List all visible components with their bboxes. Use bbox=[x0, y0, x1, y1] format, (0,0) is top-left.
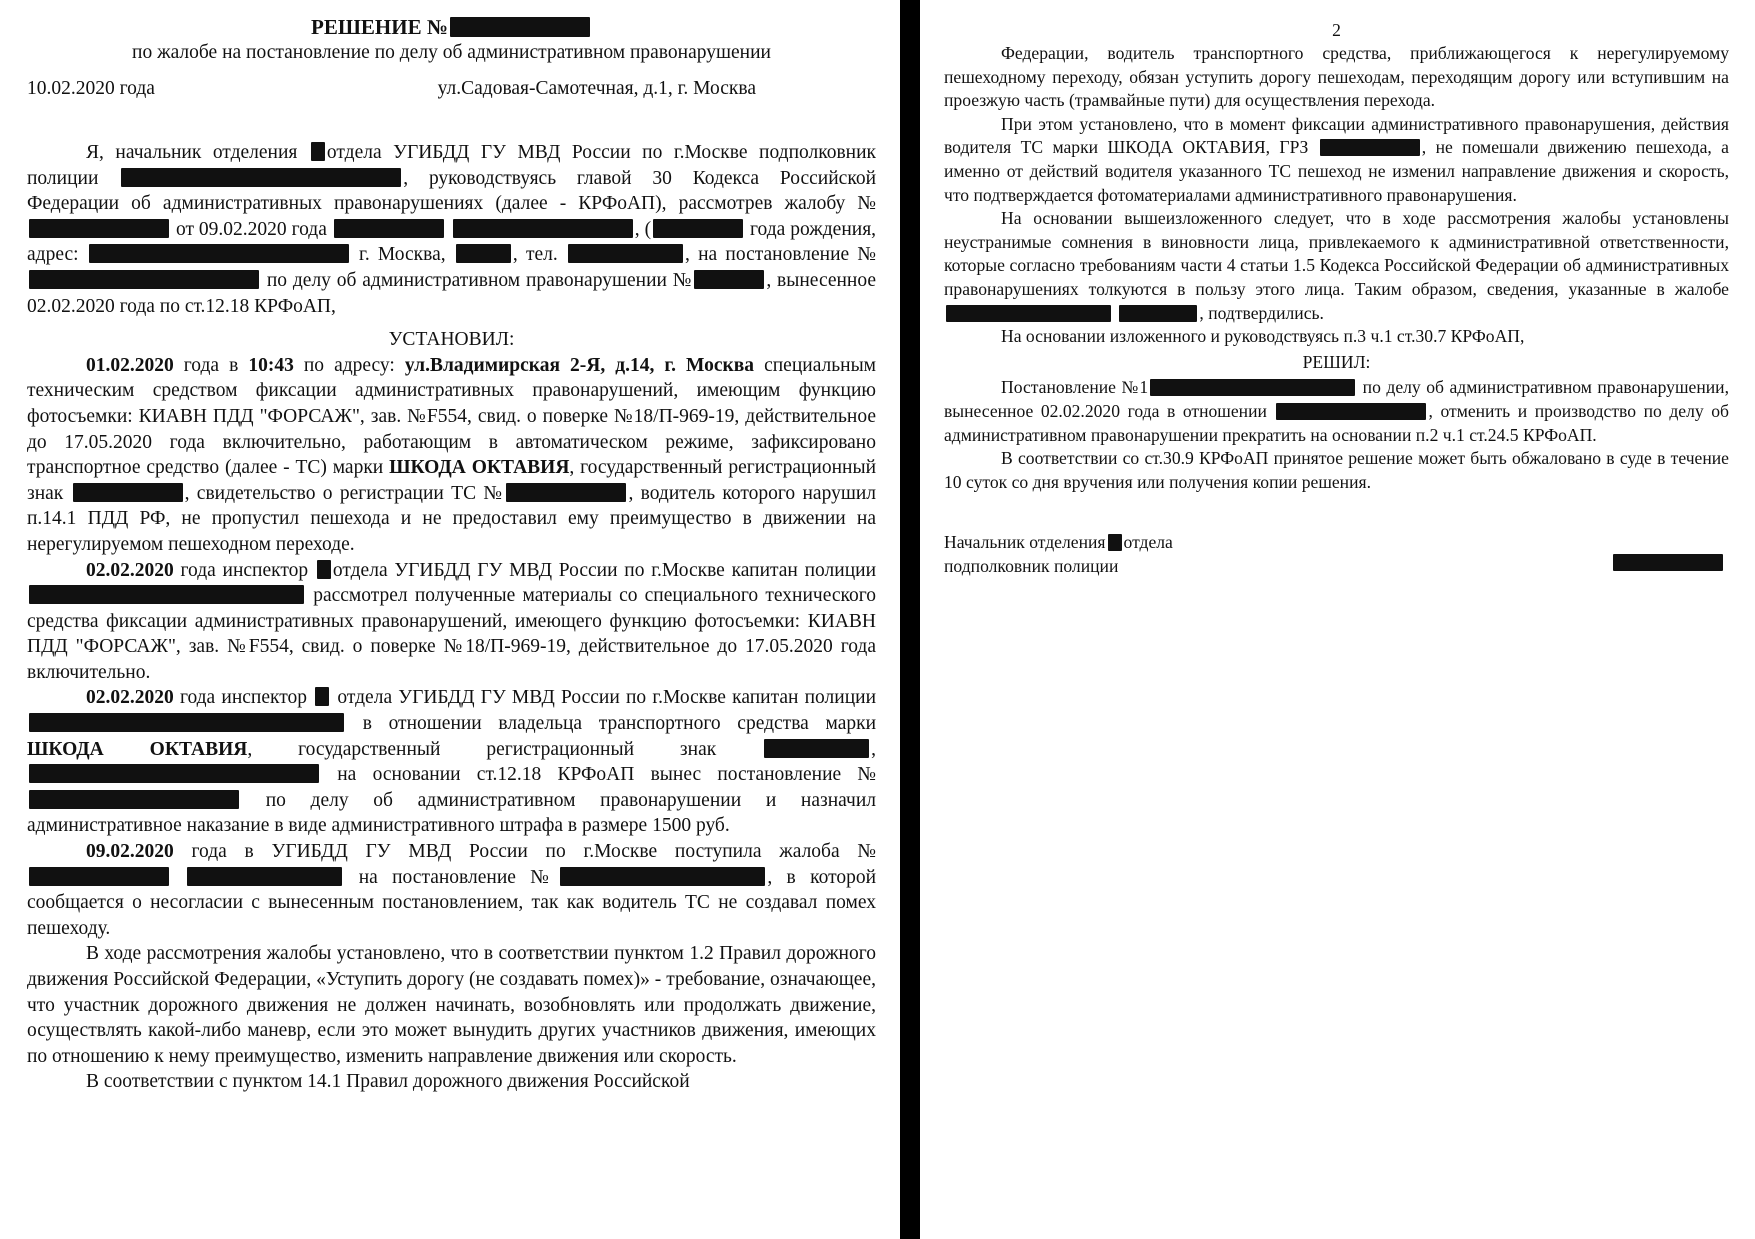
redaction bbox=[568, 244, 683, 263]
redaction bbox=[317, 560, 331, 579]
redaction bbox=[29, 867, 169, 886]
redaction bbox=[946, 305, 1111, 322]
paragraph-appeal: В соответствии со ст.30.9 КРФоАП принятое решение может быть обжаловано в суде в течение 10 суток со дня вручения или получения копии решения. bbox=[944, 448, 1729, 492]
redaction bbox=[450, 17, 590, 37]
paragraph-continued: Федерации, водитель транспортного средства, приближающегося к нерегулируемому пешеходному переходу, обязан уступить дорогу пешеходам, переходящим дорогу или вступившим на проезжую часть (трамвайные пути) для осуществления перехода. bbox=[944, 43, 1729, 111]
redaction bbox=[456, 244, 511, 263]
redaction bbox=[334, 219, 444, 238]
redaction bbox=[315, 687, 329, 706]
paragraph-rules-1-2: В ходе рассмотрения жалобы установлено, что в соответствии пунктом 1.2 Правил дорожного движения Российской Федерации, «Уступить дорогу (не создавать помех)» - требование, означающее, что участник дорожного движения не должен начинать, возобновлять или продолжать движение, осуществлять какой-либо маневр, если это может вынудить других участников движения, имеющих по отношению к нему преимущество, изменить направление движения или скорость. bbox=[27, 943, 876, 1067]
redaction bbox=[29, 790, 239, 809]
paragraph-finding: При этом установлено, что в момент фиксации административного правонарушения, действия водителя ТС марки ШКОДА ОКТАВИЯ, ГРЗ , не помешали движению пешехода, а именно от действий водителя указанного ТС пешеход не изменил направление движения и скорость, что подтверждается фотоматериалами административного правонарушения. bbox=[944, 113, 1729, 205]
paragraph-basis: На основании изложенного и руководствуясь п.3 ч.1 ст.30.7 КРФоАП, bbox=[1001, 326, 1525, 347]
redaction bbox=[89, 244, 349, 263]
paragraph-decision: Постановление №1 по делу об административном правонарушении, вынесенное 02.02.2020 года в отношении , отменить и производство по делу об административном правонарушении прекратить на основании п.2 ч.1 ст.24.5 КРФоАП. bbox=[944, 377, 1729, 445]
redaction bbox=[73, 483, 183, 502]
intro-paragraph: Я, начальник отделения отдела УГИБДД ГУ МВД России по г.Москве подполковник полиции , руководствуясь главой 30 Кодекса Российской Федерации об административных правонарушениях (далее - КРФоАП), рассмотрев жалобу № от 09.02.2020 года , ( года рождения, адрес: г. Москва, , тел. , на постановление № по делу об административном правонарушении № , вынесенное 02.02.2020 года по ст.12.18 КРФоАП, bbox=[27, 142, 877, 317]
redaction bbox=[1320, 139, 1420, 156]
redaction bbox=[764, 739, 869, 758]
redaction bbox=[1150, 379, 1355, 396]
redaction bbox=[1613, 554, 1723, 571]
redaction bbox=[653, 219, 743, 238]
document-date: 10.02.2020 года bbox=[27, 78, 155, 99]
document-page-2 bbox=[920, 0, 1755, 1239]
document-address: ул.Садовая-Самотечная, д.1, г. Москва bbox=[437, 78, 756, 99]
heading-established: УСТАНОВИЛ: bbox=[388, 329, 515, 351]
paragraph-established-1: 01.02.2020 года в 10:43 по адресу: ул.Владимирская 2-Я, д.14, г. Москва специальным техническим средством фиксации административных правонарушений, имеющим функцию фотосъемки: КИАВН ПДД "ФОРСАЖ", зав. №F554, свид. о поверке №18/П-969-19, действительное до 17.05.2020 года включительно, работающим в автоматическом режиме, зафиксировано транспортное средство (далее - ТС) марки ШКОДА ОКТАВИЯ, государственный регистрационный знак , свидетельство о регистрации ТС № , водитель которого нарушил п.14.1 ПДД РФ, не пропустил пешехода и не предоставил ему преимущество в движении на нерегулируемом пешеходном переходе. bbox=[27, 354, 877, 555]
redaction bbox=[694, 270, 764, 289]
redaction bbox=[29, 585, 304, 604]
document-title: РЕШЕНИЕ № bbox=[311, 15, 448, 39]
redaction bbox=[453, 219, 633, 238]
redaction bbox=[121, 168, 401, 187]
paragraph-established-3: 02.02.2020 года инспектор отдела УГИБДД ГУ МВД России по г.Москве капитан полиции в отношении владельца транспортного средства марки ШКОДА ОКТАВИЯ, государственный регистрационный знак , на основании ст.12.18 КРФоАП вынес постановление № по делу об административном правонарушении и назначил административное наказание в виде административного штрафа в размере 1500 руб. bbox=[27, 687, 877, 837]
signature-block: Начальник отделения отдела подполковник полиции bbox=[944, 530, 1729, 578]
redaction bbox=[29, 270, 259, 289]
paragraph-conclusion: На основании вышеизложенного следует, что в ходе рассмотрения жалобы установлены неустранимые сомнения в виновности лица, привлекаемого к административной ответственности, которые согласно требованиям части 4 статьи 1.5 Кодекса Российской Федерации об административных правонарушениях толкуются в пользу этого лица. Таким образом, сведения, указанные в жалобе , подтвердились. bbox=[944, 208, 1729, 323]
redaction bbox=[1108, 534, 1122, 551]
paragraph-established-4: 09.02.2020 года в УГИБДД ГУ МВД России по г.Москве поступила жалоба № на постановление № , в которой сообщается о несогласии с вынесенным постановлением, так как водитель ТС не создавал помех пешеходу. bbox=[27, 841, 877, 939]
paragraph-rules-14-1: В соответствии с пунктом 14.1 Правил дорожного движения Российской bbox=[86, 1071, 690, 1093]
date-address-line bbox=[27, 76, 876, 102]
page-number: 2 bbox=[1332, 20, 1341, 40]
paragraph-established-2: 02.02.2020 года инспектор отдела УГИБДД ГУ МВД России по г.Москве капитан полиции рассмотрел полученные материалы со специального технического средства фиксации административных правонарушений, имеющего функцию фотосъемки: КИАВН ПДД "ФОРСАЖ", зав. №F554, свид. о поверке №18/П-969-19, действительное до 17.05.2020 года включительно. bbox=[27, 559, 877, 683]
page-divider bbox=[900, 0, 920, 1239]
redaction bbox=[187, 867, 342, 886]
redaction bbox=[311, 142, 325, 161]
redaction bbox=[1276, 403, 1426, 420]
redaction bbox=[1119, 305, 1197, 322]
redaction bbox=[560, 867, 765, 886]
redaction bbox=[506, 483, 626, 502]
redaction bbox=[29, 219, 169, 238]
redaction bbox=[29, 713, 344, 732]
heading-decided: РЕШИЛ: bbox=[1302, 351, 1371, 372]
document-subtitle: по жалобе на постановление по делу об административном правонарушении bbox=[132, 42, 771, 63]
redaction bbox=[29, 764, 319, 783]
